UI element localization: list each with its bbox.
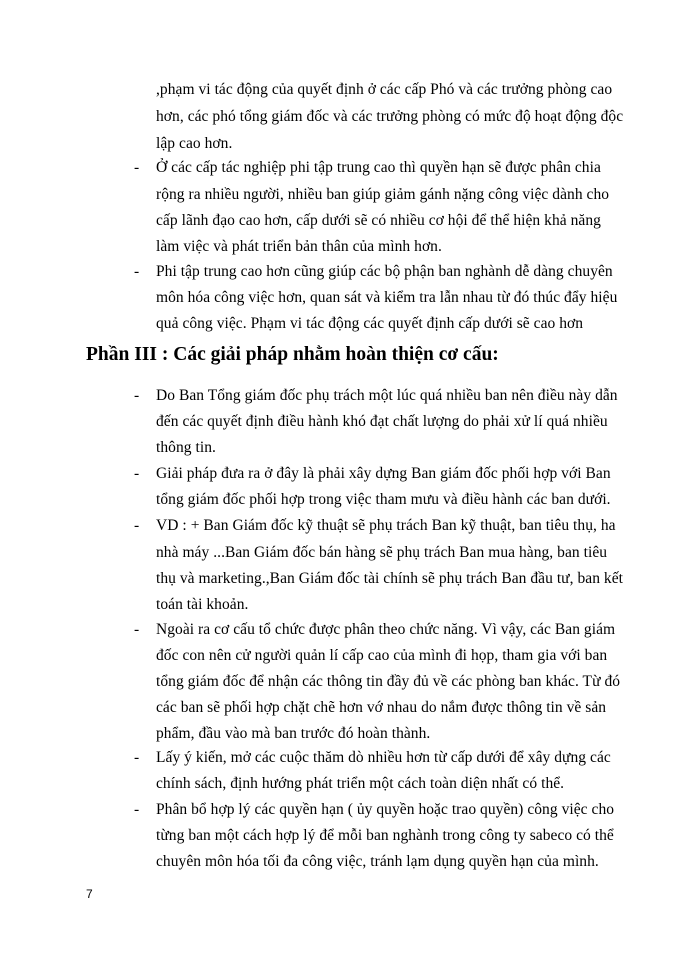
bullet-line: Ngoài ra cơ cấu tổ chức được phân theo chức năng. Vì vậy, các Ban giám [156, 621, 616, 638]
intro-line: lập cao hơn. [156, 135, 233, 152]
bullet-line: chính sách, định hướng phát triển một cách toàn diện nhất có thể. [156, 775, 565, 792]
page-number: 7 [86, 887, 93, 901]
bullet-line: Ở các cấp tác nghiệp phi tập trung cao thì quyền hạn sẽ được phân chia [156, 159, 601, 176]
bullet-dash: - [134, 159, 140, 176]
bullet-dash: - [134, 801, 140, 818]
intro-line: ,phạm vi tác động của quyết định ở các cấp Phó và các trưởng phòng cao [156, 81, 613, 98]
bullet-line: toán tài khoản. [156, 596, 249, 613]
bullet-line: Giải pháp đưa ra ở đây là phải xây dựng Ban giám đốc phối hợp với Ban [156, 465, 611, 482]
section-heading: Phần III : Các giải pháp nhằm hoàn thiện cơ cấu: [86, 344, 499, 365]
bullet-line: phẩm, đầu vào mà ban trước đó hoàn thành. [156, 725, 431, 742]
bullet-line: Phi tập trung cao hơn cũng giúp các bộ phận ban nghành dễ dàng chuyên [156, 263, 613, 280]
intro-line: hơn, các phó tổng giám đốc và các trưởng phòng có mức độ hoạt động độc [156, 108, 624, 125]
bullet-line: các ban sẽ phối hợp chặt chẽ hơn vớ nhau do nắm được thông tin về sản [156, 699, 607, 716]
bullet-line: môn hóa công việc hơn, quan sát và kiểm tra lẫn nhau từ đó thúc đẩy hiệu [156, 289, 618, 306]
bullet-line: làm việc và phát triển bản thân của mình hơn. [156, 238, 442, 255]
bullet-dash: - [134, 465, 140, 482]
bullet-line: rộng ra nhiều người, nhiều ban giúp giảm gánh nặng công việc dành cho [156, 186, 610, 203]
bullet-line: Phân bổ hợp lý các quyền hạn ( ủy quyền hoặc trao quyền) công việc cho [156, 801, 615, 818]
bullet-line: VD : + Ban Giám đốc kỹ thuật sẽ phụ trách Ban kỹ thuật, ban tiêu thụ, ha [156, 517, 616, 534]
bullet-line: cấp lãnh đạo cao hơn, cấp dưới sẽ có nhiều cơ hội để thể hiện khả năng [156, 212, 601, 229]
bullet-line: nhà máy ...Ban Giám đốc bán hàng sẽ phụ trách Ban mua hàng, ban tiêu [156, 544, 608, 561]
bullet-line: chuyên môn hóa tối đa công việc, tránh lạm dụng quyền hạn của mình. [156, 853, 599, 870]
bullet-dash: - [134, 387, 140, 404]
bullet-line: Do Ban Tổng giám đốc phụ trách một lúc quá nhiều ban nên điều này dẫn [156, 387, 618, 404]
bullet-line: Lấy ý kiến, mở các cuộc thăm dò nhiều hơn từ cấp dưới để xây dựng các [156, 749, 611, 766]
bullet-line: tổng giám đốc để nhận các thông tin đầy đủ về các phòng ban khác. Từ đó [156, 673, 621, 690]
bullet-line: tổng giám đốc phối hợp trong việc tham mưu và điều hành các ban dưới. [156, 491, 611, 508]
bullet-line: đến các quyết định điều hành khó đạt chất lượng do phải xử lí quá nhiều [156, 413, 608, 430]
bullet-dash: - [134, 263, 140, 280]
bullet-dash: - [134, 749, 140, 766]
bullet-line: đốc con nên cử người quản lí cấp cao của mình đi họp, tham gia với ban [156, 647, 608, 664]
bullet-line: thông tin. [156, 439, 216, 456]
bullet-dash: - [134, 517, 140, 534]
bullet-line: từng ban một cách hợp lý để mỗi ban nghành trong công ty sabeco có thể [156, 827, 614, 844]
bullet-dash: - [134, 621, 140, 638]
bullet-line: quả công việc. Phạm vi tác động các quyết định cấp dưới sẽ cao hơn [156, 315, 584, 332]
bullet-line: thụ và marketing.,Ban Giám đốc tài chính sẽ phụ trách Ban đầu tư, ban kết [156, 570, 624, 587]
